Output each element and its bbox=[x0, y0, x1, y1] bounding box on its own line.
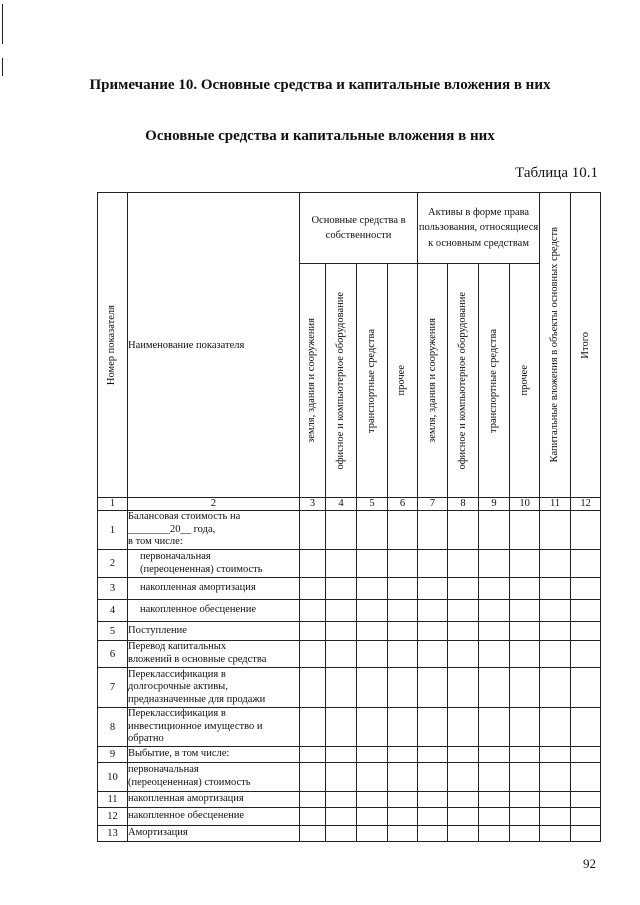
value-cell bbox=[448, 792, 479, 808]
value-cell bbox=[540, 808, 571, 826]
value-cell bbox=[388, 708, 418, 747]
value-cell bbox=[540, 747, 571, 763]
value-cell bbox=[510, 826, 540, 842]
row-label: накопленная амортизация bbox=[128, 578, 300, 600]
value-cell bbox=[418, 826, 448, 842]
value-cell bbox=[418, 668, 448, 708]
value-cell bbox=[510, 600, 540, 622]
value-cell bbox=[479, 747, 510, 763]
column-number-cell: 6 bbox=[388, 498, 418, 511]
row-label: первоначальная (переоцененная) стоимость bbox=[128, 550, 300, 578]
value-cell bbox=[479, 578, 510, 600]
row-number: 11 bbox=[98, 792, 128, 808]
value-cell bbox=[418, 641, 448, 668]
row-number: 9 bbox=[98, 747, 128, 763]
value-cell bbox=[571, 708, 601, 747]
value-cell bbox=[571, 622, 601, 641]
value-cell bbox=[540, 668, 571, 708]
value-cell bbox=[300, 792, 326, 808]
value-cell bbox=[357, 763, 388, 792]
value-cell bbox=[448, 641, 479, 668]
value-cell bbox=[418, 792, 448, 808]
value-cell bbox=[326, 641, 357, 668]
value-cell bbox=[357, 578, 388, 600]
table-row bbox=[98, 747, 601, 763]
value-cell bbox=[326, 622, 357, 641]
value-cell bbox=[510, 550, 540, 578]
header-land-buildings: земля, здания и сооружения bbox=[300, 264, 326, 498]
value-cell bbox=[448, 511, 479, 550]
value-cell bbox=[540, 641, 571, 668]
value-cell bbox=[448, 578, 479, 600]
row-label: накопленное обесценение bbox=[128, 600, 300, 622]
column-number-cell: 3 bbox=[300, 498, 326, 511]
table-row bbox=[98, 808, 601, 826]
row-label: Выбытие, в том числе: bbox=[128, 747, 300, 763]
row-label: накопленное обесценение bbox=[128, 808, 300, 826]
value-cell bbox=[571, 808, 601, 826]
value-cell bbox=[510, 578, 540, 600]
value-cell bbox=[418, 550, 448, 578]
value-cell bbox=[300, 578, 326, 600]
page-number: 92 bbox=[583, 856, 596, 871]
value-cell bbox=[510, 668, 540, 708]
value-cell bbox=[357, 550, 388, 578]
value-cell bbox=[300, 708, 326, 747]
value-cell bbox=[479, 622, 510, 641]
table-row bbox=[98, 641, 601, 668]
header-indicator-name: Наименование показателя bbox=[128, 193, 300, 498]
table-row bbox=[98, 550, 601, 578]
table-row bbox=[98, 763, 601, 792]
table-row bbox=[98, 622, 601, 641]
value-cell bbox=[357, 622, 388, 641]
value-cell bbox=[448, 763, 479, 792]
value-cell bbox=[571, 550, 601, 578]
value-cell bbox=[300, 550, 326, 578]
scan-edge-mark-top bbox=[2, 4, 3, 44]
value-cell bbox=[540, 600, 571, 622]
value-cell bbox=[540, 792, 571, 808]
value-cell bbox=[326, 747, 357, 763]
row-label: первоначальная (переоцененная) стоимость bbox=[128, 763, 300, 792]
value-cell bbox=[388, 747, 418, 763]
value-cell bbox=[388, 826, 418, 842]
value-cell bbox=[418, 622, 448, 641]
header-vehicles: транспортные средства bbox=[357, 264, 388, 498]
value-cell bbox=[326, 763, 357, 792]
value-cell bbox=[540, 550, 571, 578]
value-cell bbox=[388, 622, 418, 641]
value-cell bbox=[571, 641, 601, 668]
row-label: накопленная амортизация bbox=[128, 792, 300, 808]
value-cell bbox=[357, 826, 388, 842]
value-cell bbox=[510, 511, 540, 550]
header-rou-vehicles: транспортные средства bbox=[479, 264, 510, 498]
value-cell bbox=[571, 747, 601, 763]
table-row bbox=[98, 511, 601, 550]
column-number-cell: 11 bbox=[540, 498, 571, 511]
value-cell bbox=[388, 792, 418, 808]
value-cell bbox=[479, 792, 510, 808]
value-cell bbox=[388, 600, 418, 622]
value-cell bbox=[571, 600, 601, 622]
row-number: 8 bbox=[98, 708, 128, 747]
row-number: 13 bbox=[98, 826, 128, 842]
table-label: Таблица 10.1 bbox=[515, 165, 598, 181]
value-cell bbox=[326, 792, 357, 808]
value-cell bbox=[300, 641, 326, 668]
value-cell bbox=[300, 668, 326, 708]
row-number: 7 bbox=[98, 668, 128, 708]
column-number-cell: 10 bbox=[510, 498, 540, 511]
value-cell bbox=[300, 826, 326, 842]
scan-edge-mark-lower bbox=[2, 58, 3, 76]
table-row bbox=[98, 600, 601, 622]
value-cell bbox=[388, 641, 418, 668]
value-cell bbox=[326, 708, 357, 747]
value-cell bbox=[448, 747, 479, 763]
value-cell bbox=[571, 578, 601, 600]
header-owned-assets: Основные средства в собственности bbox=[300, 193, 418, 264]
value-cell bbox=[326, 826, 357, 842]
table-row bbox=[98, 826, 601, 842]
table-row bbox=[98, 578, 601, 600]
row-label: Поступление bbox=[128, 622, 300, 641]
value-cell bbox=[510, 792, 540, 808]
header-right-of-use-assets: Активы в форме права пользования, относящиеся к основным средствам bbox=[418, 193, 540, 264]
value-cell bbox=[418, 511, 448, 550]
value-cell bbox=[357, 708, 388, 747]
header-rou-land-buildings: земля, здания и сооружения bbox=[418, 264, 448, 498]
table-row bbox=[98, 792, 601, 808]
value-cell bbox=[510, 747, 540, 763]
row-number: 2 bbox=[98, 550, 128, 578]
header-other: прочее bbox=[388, 264, 418, 498]
fixed-assets-table bbox=[97, 192, 601, 842]
value-cell bbox=[357, 668, 388, 708]
value-cell bbox=[388, 550, 418, 578]
value-cell bbox=[418, 747, 448, 763]
column-number-cell: 2 bbox=[128, 498, 300, 511]
row-number: 5 bbox=[98, 622, 128, 641]
value-cell bbox=[510, 622, 540, 641]
value-cell bbox=[418, 708, 448, 747]
value-cell bbox=[448, 808, 479, 826]
row-label: Перевод капитальных вложений в основные средства bbox=[128, 641, 300, 668]
column-number-cell: 12 bbox=[571, 498, 601, 511]
row-number: 1 bbox=[98, 511, 128, 550]
value-cell bbox=[300, 808, 326, 826]
value-cell bbox=[418, 808, 448, 826]
value-cell bbox=[326, 668, 357, 708]
note-title: Примечание 10. Основные средства и капитальные вложения в них bbox=[89, 77, 551, 93]
value-cell bbox=[326, 550, 357, 578]
value-cell bbox=[479, 708, 510, 747]
value-cell bbox=[510, 641, 540, 668]
value-cell bbox=[540, 622, 571, 641]
value-cell bbox=[448, 622, 479, 641]
header-row-number: Номер показателя bbox=[98, 193, 128, 498]
header-office-equipment: офисное и компьютерное оборудование bbox=[326, 264, 357, 498]
value-cell bbox=[571, 763, 601, 792]
value-cell bbox=[326, 808, 357, 826]
row-label: Амортизация bbox=[128, 826, 300, 842]
value-cell bbox=[479, 668, 510, 708]
value-cell bbox=[357, 511, 388, 550]
column-number-cell: 1 bbox=[98, 498, 128, 511]
row-number: 3 bbox=[98, 578, 128, 600]
header-rou-other: прочее bbox=[510, 264, 540, 498]
row-number: 10 bbox=[98, 763, 128, 792]
value-cell bbox=[326, 578, 357, 600]
value-cell bbox=[571, 511, 601, 550]
header-capital-investments: Капитальные вложения в объекты основных средств bbox=[540, 193, 571, 498]
header-rou-office-equipment: офисное и компьютерное оборудование bbox=[448, 264, 479, 498]
row-label: Переклассификация в долгосрочные активы, предназначенные для продажи bbox=[128, 668, 300, 708]
column-number-cell: 9 bbox=[479, 498, 510, 511]
column-number-cell: 8 bbox=[448, 498, 479, 511]
value-cell bbox=[326, 600, 357, 622]
value-cell bbox=[448, 600, 479, 622]
value-cell bbox=[418, 763, 448, 792]
value-cell bbox=[300, 747, 326, 763]
value-cell bbox=[540, 826, 571, 842]
value-cell bbox=[300, 511, 326, 550]
value-cell bbox=[300, 600, 326, 622]
value-cell bbox=[571, 668, 601, 708]
value-cell bbox=[510, 763, 540, 792]
value-cell bbox=[540, 708, 571, 747]
value-cell bbox=[326, 511, 357, 550]
row-number: 4 bbox=[98, 600, 128, 622]
value-cell bbox=[479, 511, 510, 550]
value-cell bbox=[357, 600, 388, 622]
value-cell bbox=[448, 708, 479, 747]
value-cell bbox=[388, 511, 418, 550]
value-cell bbox=[540, 578, 571, 600]
value-cell bbox=[357, 792, 388, 808]
value-cell bbox=[448, 550, 479, 578]
row-number: 12 bbox=[98, 808, 128, 826]
table-title: Основные средства и капитальные вложения в них bbox=[145, 128, 495, 144]
column-number-cell: 5 bbox=[357, 498, 388, 511]
value-cell bbox=[448, 668, 479, 708]
value-cell bbox=[388, 668, 418, 708]
value-cell bbox=[448, 826, 479, 842]
value-cell bbox=[357, 747, 388, 763]
table-row bbox=[98, 708, 601, 747]
value-cell bbox=[479, 550, 510, 578]
value-cell bbox=[357, 808, 388, 826]
value-cell bbox=[571, 792, 601, 808]
value-cell bbox=[540, 511, 571, 550]
header-total: Итого bbox=[571, 193, 601, 498]
value-cell bbox=[300, 622, 326, 641]
value-cell bbox=[388, 578, 418, 600]
value-cell bbox=[418, 578, 448, 600]
table-row bbox=[98, 668, 601, 708]
value-cell bbox=[300, 763, 326, 792]
value-cell bbox=[388, 763, 418, 792]
column-number-row bbox=[98, 498, 601, 511]
row-number: 6 bbox=[98, 641, 128, 668]
value-cell bbox=[357, 641, 388, 668]
value-cell bbox=[479, 641, 510, 668]
value-cell bbox=[388, 808, 418, 826]
value-cell bbox=[571, 826, 601, 842]
value-cell bbox=[540, 763, 571, 792]
value-cell bbox=[510, 808, 540, 826]
row-label: Переклассификация в инвестиционное имущество и обратно bbox=[128, 708, 300, 747]
value-cell bbox=[418, 600, 448, 622]
column-number-cell: 7 bbox=[418, 498, 448, 511]
column-number-cell: 4 bbox=[326, 498, 357, 511]
value-cell bbox=[479, 600, 510, 622]
value-cell bbox=[479, 826, 510, 842]
row-label: Балансовая стоимость на ________20__ года, в том числе: bbox=[128, 511, 300, 550]
value-cell bbox=[479, 763, 510, 792]
value-cell bbox=[479, 808, 510, 826]
value-cell bbox=[510, 708, 540, 747]
